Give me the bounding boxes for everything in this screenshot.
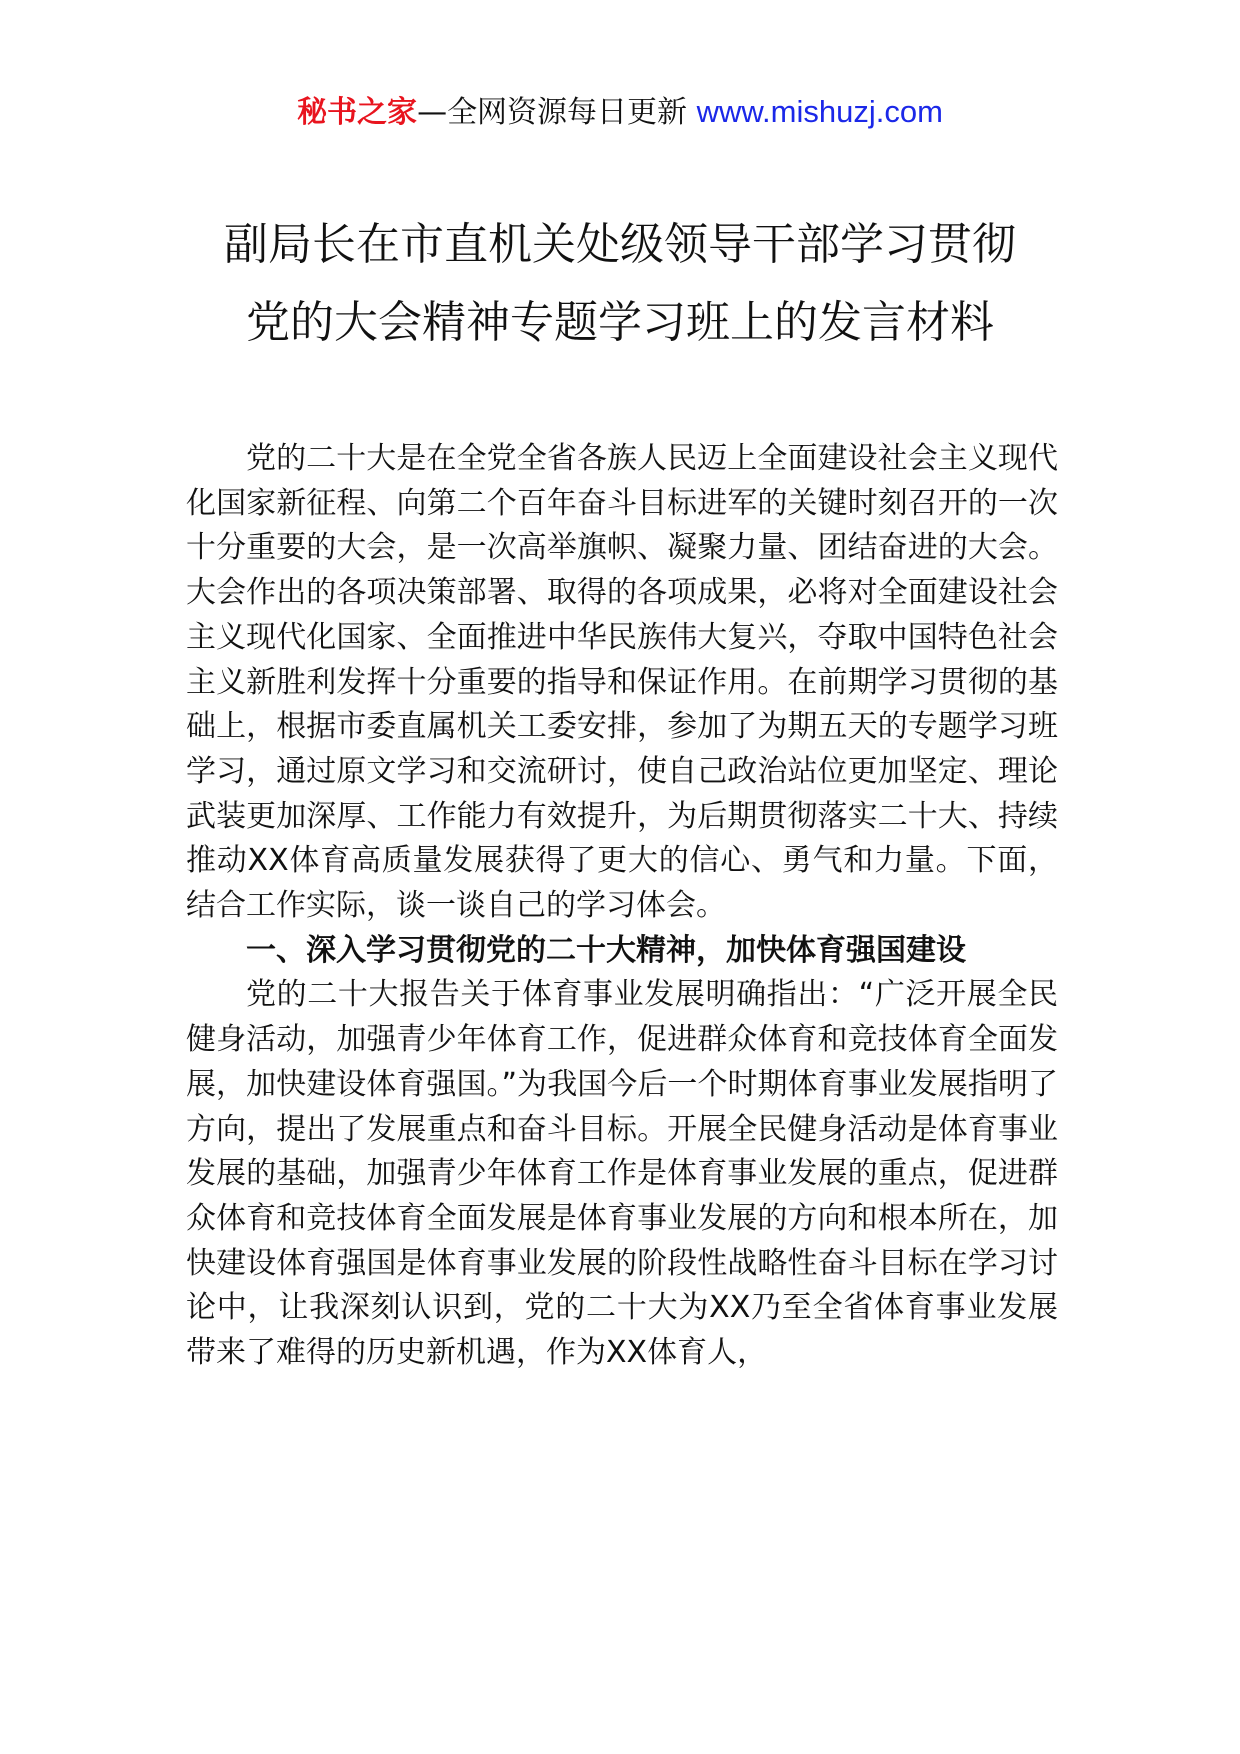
banner-tagline: —全网资源每日更新 <box>417 95 697 130</box>
document-title <box>90 206 1150 362</box>
brand-name: 秘书之家 <box>297 95 418 130</box>
title-line-2: 党的大会精神专题学习班上的发言材料 <box>246 297 994 348</box>
title-line-1: 副局长在市直机关处级领导干部学习贯彻 <box>224 219 1016 270</box>
body-paragraph-2: 党的二十大报告关于体育事业发展明确指出：“广泛开展全民健身活动，加强青少年体育工作，促进群众体育和竞技体育全面发展，加快建设体育强国。”为我国今后一个时期体育事业发展指明了方向，提出了发展重点和奋斗目标。开展全民健身活动是体育事业发展的基础，加强青少年体育工作是体育事业发展的重点，促进群众体育和竞技体育全面发展是体育事业发展的方向和根本所在，加快建设体育强国是体育事业发展的阶段性战略性奋斗目标在学习讨论中，让我深刻认识到，党的二十大为XX乃至全省体育事业发展带来了难得的历史新机遇，作为XX体育人， <box>186 977 1058 1371</box>
section-heading-1: 一、深入学习贯彻党的二十大精神，加快体育强国建设 <box>246 932 966 968</box>
body-paragraph-1: 党的二十大是在全党全省各族人民迈上全面建设社会主义现代化国家新征程、向第二个百年奋斗目标进军的关键时刻召开的一次十分重要的大会，是一次高举旗帜、凝聚力量、团结奋进的大会。大会作出的各项决策部署、取得的各项成果，必将对全面建设社会主义现代化国家、全面推进中华民族伟大复兴，夺取中国特色社会主义新胜利发挥十分重要的指导和保证作用。在前期学习贯彻的基础上，根据市委直属机关工委安排，参加了为期五天的专题学习班学习，通过原文学习和交流研讨，使自己政治站位更加坚定、理论武装更加深厚、工作能力有效提升，为后期贯彻落实二十大、持续推动XX体育高质量发展获得了更大的信心、勇气和力量。下面，结合工作实际，谈一谈自己的学习体会。 <box>186 441 1058 924</box>
document-body <box>186 437 1058 1376</box>
site-url-link[interactable]: www.mishuzj.com <box>696 94 943 129</box>
site-banner <box>0 92 1240 133</box>
